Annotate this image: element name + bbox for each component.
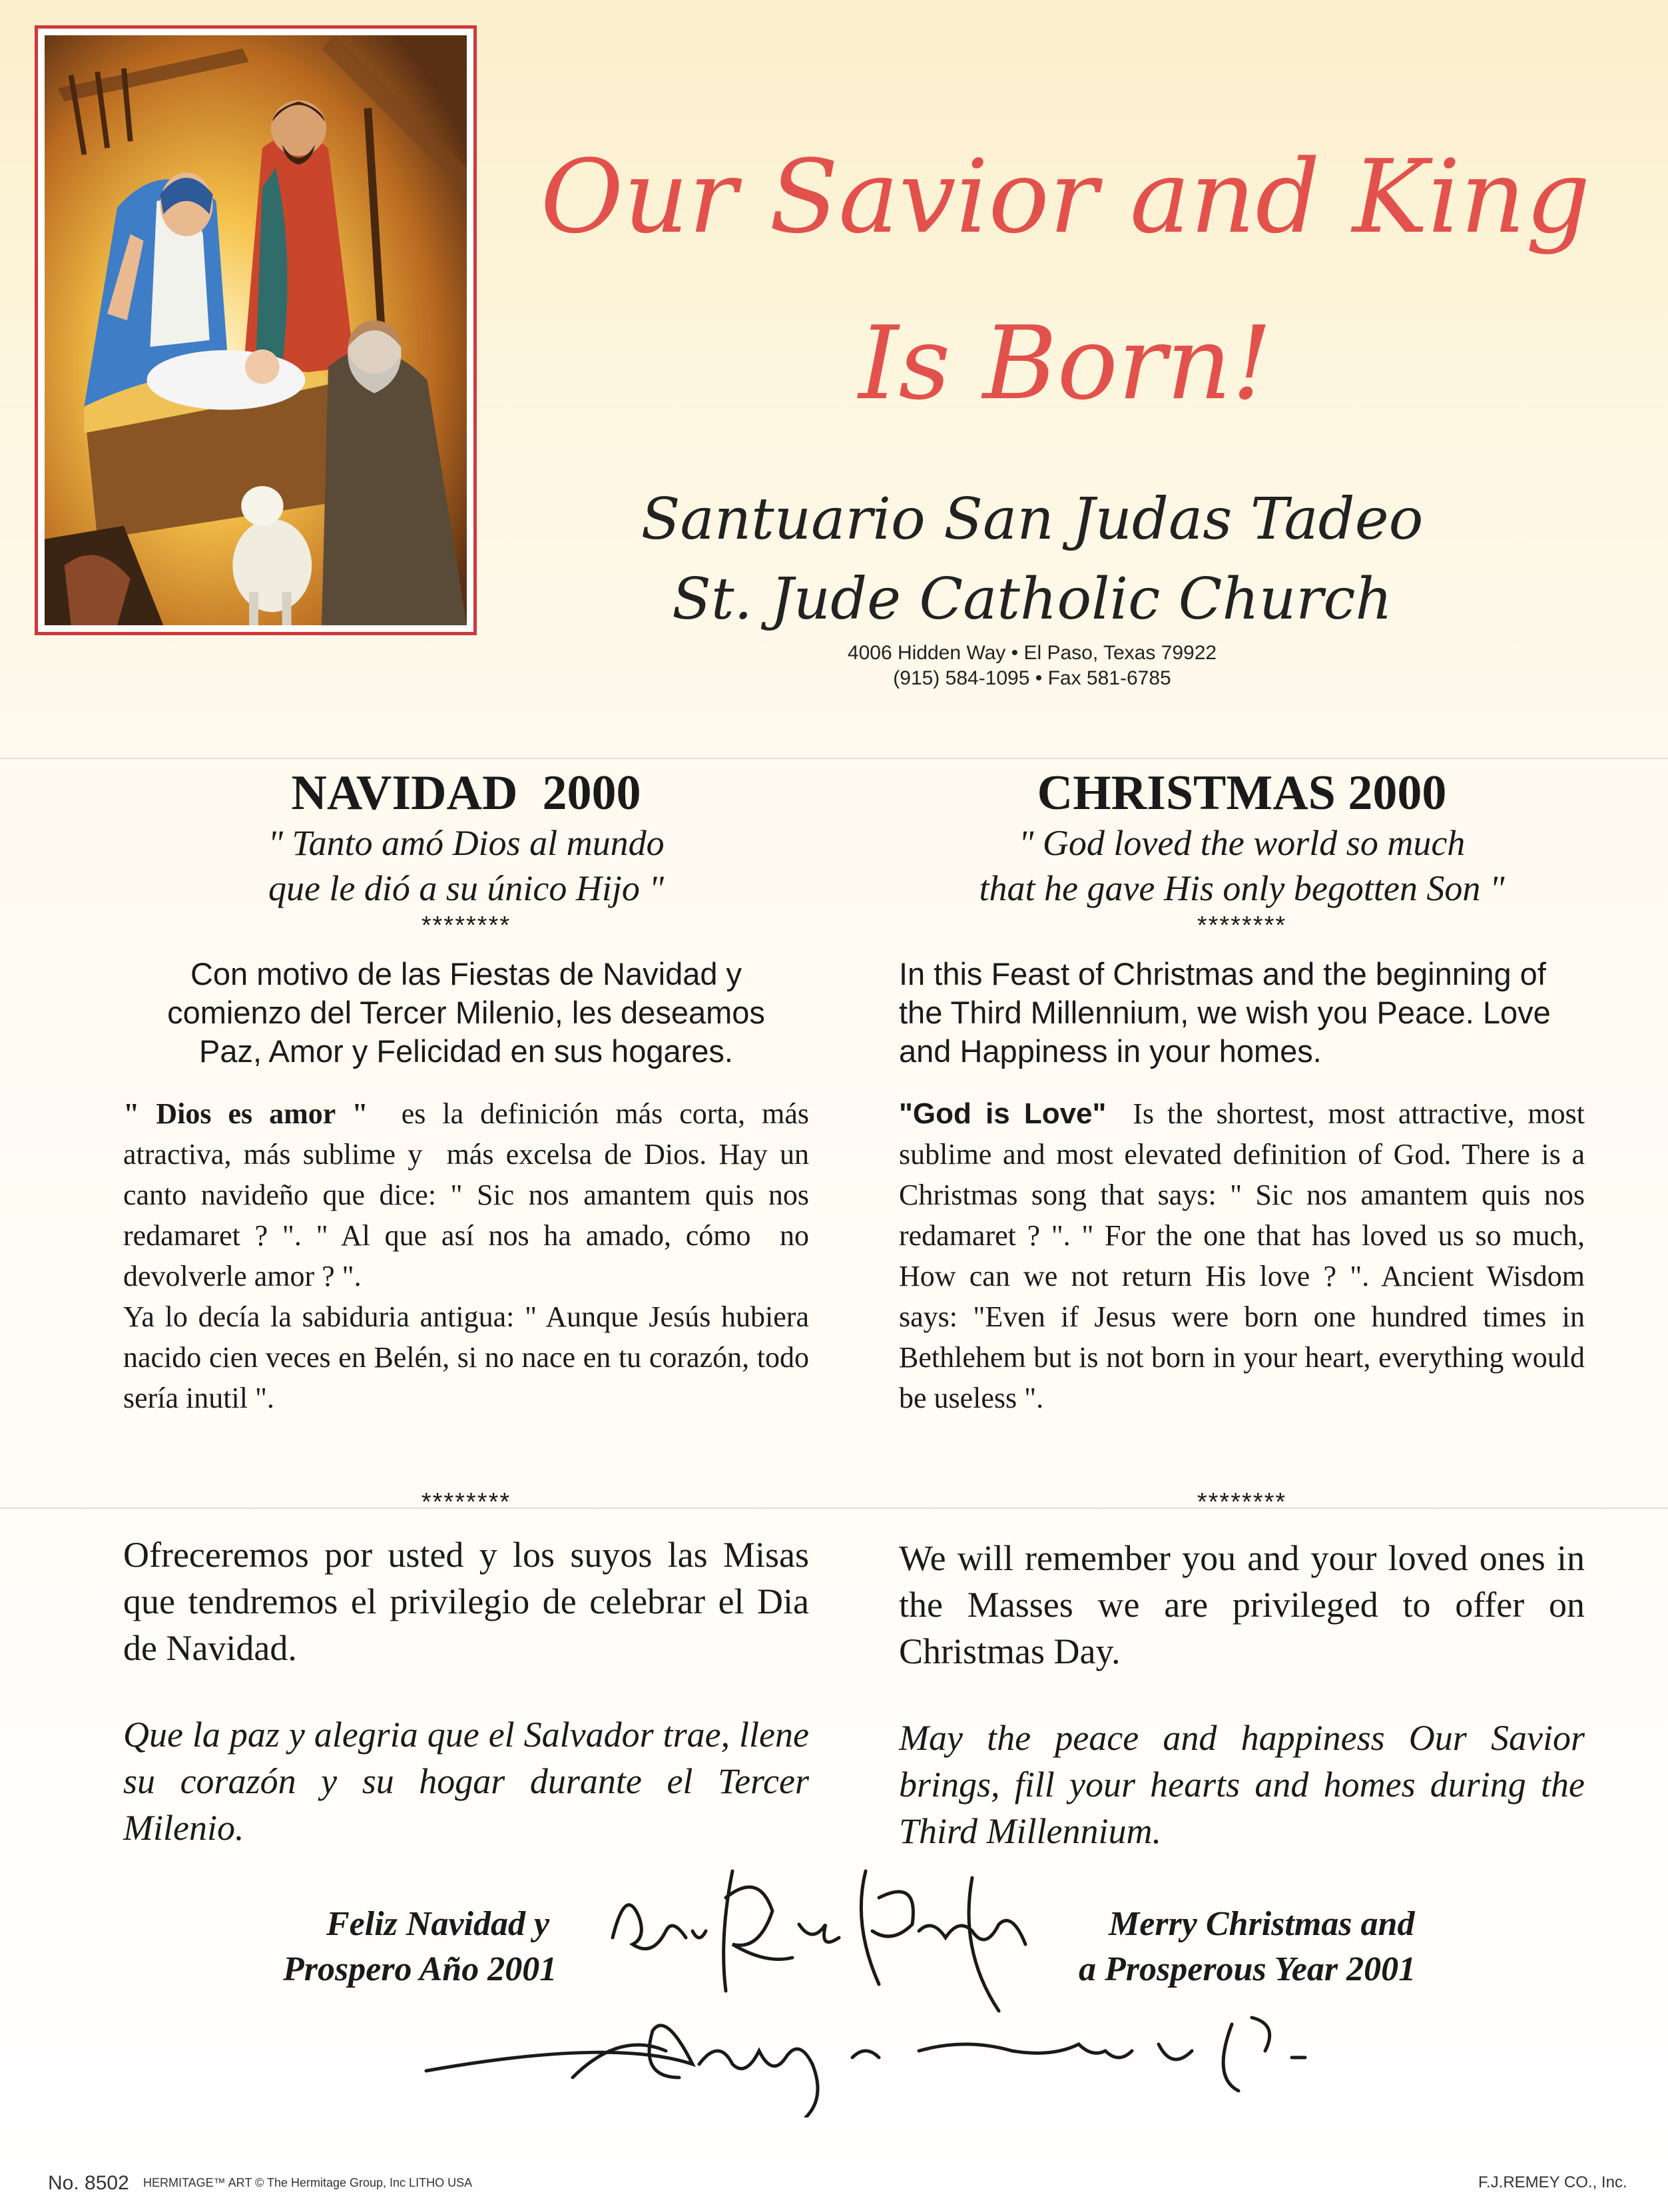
fold-line-top [0, 758, 1668, 759]
church-name-spanish: Santuario San Judas Tadeo [641, 486, 1424, 553]
english-wish-text: May the peace and happiness Our Savior brings, fill your hearts and homes during the Third Millennium. [899, 1718, 1585, 1851]
spanish-paragraph [123, 1093, 816, 1296]
english-paragraph [899, 1093, 1592, 1418]
spanish-column [123, 766, 816, 1418]
nativity-painting [45, 35, 467, 625]
footer-item-number: No. 8502 [48, 2172, 129, 2194]
spanish-greeting-line-2: Prospero Año 2001 [283, 1950, 557, 1988]
spanish-paragraph-lead: " Dios es amor " [123, 1097, 368, 1130]
english-quote-line-2: that he gave His only begotten Son " [979, 868, 1505, 908]
spanish-masses-text: Ofreceremos por usted y los suyos las Misas que tendremos el privilegio de celebrar el Dia de Navidad. [123, 1535, 809, 1668]
church-address: 4006 Hidden Way • El Paso, Texas 79922 [847, 642, 1217, 664]
spanish-stars: ******** [421, 912, 511, 940]
spanish-intro: Con motivo de las Fiestas de Navidad y comienzo del Tercer Milenio, les deseamos Paz, Amor y Felicidad en sus hogares. [167, 956, 765, 1069]
english-greeting-line-1: Merry Christmas and [1109, 1905, 1415, 1943]
church-phone: (915) 584-1095 • Fax 581-6785 [893, 667, 1171, 689]
spanish-paragraph-text: es la definición más corta, más atractiva, más sublime y más excelsa de Dios. Hay un canto navideño que dice: " Sic nos amantem quis nos redamaret ? ". " Al que así nos ha amado, cómo no devolverle amor ? ". [123, 1097, 816, 1292]
spanish-lower [123, 1531, 809, 1851]
english-greeting-line-2: a Prosperous Year 2001 [1079, 1950, 1416, 1988]
english-stars-2: ******** [1197, 1488, 1287, 1516]
english-masses-text: We will remember you and your loved ones in the Masses we are privileged to offer on Christmas Day. [899, 1538, 1585, 1671]
spanish-greeting-line-1: Feliz Navidad y [326, 1905, 550, 1943]
spanish-wish-text: Que la paz y alegria que el Salvador trae, llene su corazón y su hogar durante el Tercer Milenio. [123, 1715, 809, 1848]
english-column [899, 766, 1592, 1418]
english-lower [899, 1535, 1585, 1854]
spanish-heading: NAVIDAD 2000 [291, 766, 641, 820]
spanish-paragraph-2: Ya lo decía la sabiduria antigua: " Aunque Jesús hubiera nacido cien veces en Belén, si no nace en tu corazón, todo sería inutil ". [123, 1300, 809, 1414]
spanish-quote-line-2: que le dió a su único Hijo " [268, 868, 665, 908]
english-paragraph-lead: "God is Love" [899, 1097, 1107, 1130]
footer-publisher: F.J.REMEY CO., Inc. [1478, 2173, 1627, 2191]
main-title-line-1: Our Savior and King [540, 138, 1591, 256]
spanish-stars-2: ******** [421, 1488, 511, 1516]
nativity-illustration [35, 25, 477, 635]
english-stars: ******** [1197, 912, 1287, 940]
english-paragraph-text: Is the shortest, most attractive, most sublime and most elevated definition of God. There is a Christmas song that says: " Sic nos amantem quis nos redamaret ? ". " For the one that has loved us so much, How can we not return His love ? ". Ancient Wisdom says: "Even if Jesus were born one hundred times in Bethlehem but is not born in your heart, everything would be useless ". [899, 1097, 1592, 1414]
english-quote-line-1: " God loved the world so much [1018, 823, 1466, 863]
english-intro: In this Feast of Christmas and the beginning of the Third Millennium, we wish you Peace. Love and Happiness in your homes. [899, 956, 1551, 1069]
spanish-quote-line-1: " Tanto amó Dios al mundo [268, 823, 665, 863]
footer-credit: HERMITAGE™ ART © The Hermitage Group, Inc LITHO USA [143, 2176, 473, 2189]
main-title-line-2: Is Born! [858, 304, 1272, 422]
english-heading: CHRISTMAS 2000 [1037, 766, 1447, 820]
signature-lorenzo-lucero [413, 1984, 1365, 2117]
church-name-english: St. Jude Catholic Church [672, 566, 1392, 633]
